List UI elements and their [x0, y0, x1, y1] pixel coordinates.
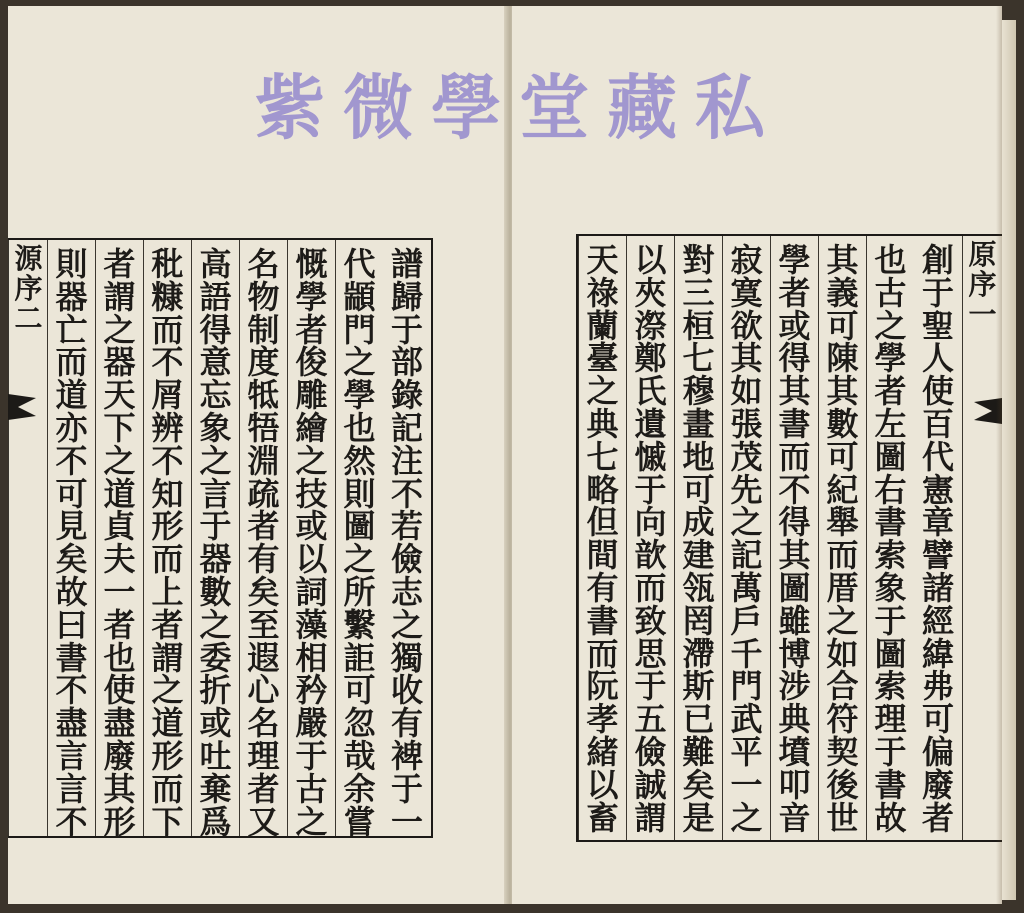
- left-text-frame: [8, 238, 433, 841]
- text-column: 秕 糠 而 不 屑 辨 不 知 形 而 上 者 謂 之 道 形 而 下: [143, 240, 191, 836]
- text-column: 寂 寞 欲 其 如 張 茂 先 之 記 萬 戶 千 門 武 平 一 之: [722, 236, 770, 840]
- text-column: 名 物 制 度 牴 牾 淵 疏 者 有 矣 至 遐 心 名 理 者 又: [239, 240, 287, 836]
- stamp-char: 私: [695, 67, 765, 149]
- text-column: 對 三 桓 七 穆 畫 地 可 成 建 瓴 罔 滯 斯 已 難 矣 是: [674, 236, 722, 840]
- page-edge: [1002, 20, 1016, 900]
- text-column: 以 夾 漈 鄭 氏 遺 慽 于 向 歆 而 致 思 于 五 儉 誠 謂: [626, 236, 674, 840]
- margin-label: 源 序 二: [8, 240, 48, 836]
- text-column: 天 祿 蘭 臺 之 典 七 略 但 間 有 書 而 阮 孝 緒 以 畜: [578, 236, 626, 840]
- text-column: 也 古 之 學 者 左 圖 右 書 索 象 于 圖 索 理 于 書 故: [866, 236, 914, 840]
- left-fishtail-mark: [8, 394, 38, 420]
- text-column: 代 顓 門 之 學 也 然 則 圖 之 所 繫 詎 可 忽 哉 余 嘗: [335, 240, 383, 836]
- stamp-char: 微: [343, 67, 413, 149]
- text-column: 創 于 聖 人 使 百 代 憲 章 譬 諸 經 緯 弗 可 偏 廢 者: [921, 241, 954, 837]
- text-column: 其 義 可 陳 其 數 可 紀 舉 而 厝 之 如 合 符 契 後 世: [818, 236, 866, 840]
- right-text-frame: [576, 234, 1002, 842]
- stamp-char: 藏: [607, 67, 677, 149]
- margin-label: 原 序 一: [962, 236, 1002, 840]
- text-column: 則 器 亡 而 道 亦 不 可 見 矣 故 曰 書 不 盡 言 言 不: [47, 240, 95, 836]
- text-column: 慨 學 者 俊 雕 繪 之 技 或 以 詞 藻 相 矜 嚴 于 古 之: [287, 240, 335, 836]
- stamp-char: 堂: [519, 67, 589, 149]
- stamp-char: 紫: [255, 67, 325, 149]
- collector-seal-stamp: [255, 58, 765, 158]
- text-column: 譜 歸 于 部 錄 記 注 不 若 儉 志 之 獨 收 有 裨 于 一: [390, 245, 423, 841]
- stamp-char: 學: [431, 67, 501, 149]
- text-column: 者 謂 之 器 天 下 之 道 貞 夫 一 者 也 使 盡 廢 其 形: [95, 240, 143, 836]
- text-column: 高 語 得 意 忘 象 之 言 于 器 數 之 委 折 或 吐 棄 爲: [191, 240, 239, 836]
- right-fishtail-mark: [972, 398, 1002, 424]
- text-column: 學 者 或 得 其 書 而 不 得 其 圖 雖 博 涉 典 墳 叩 音: [770, 236, 818, 840]
